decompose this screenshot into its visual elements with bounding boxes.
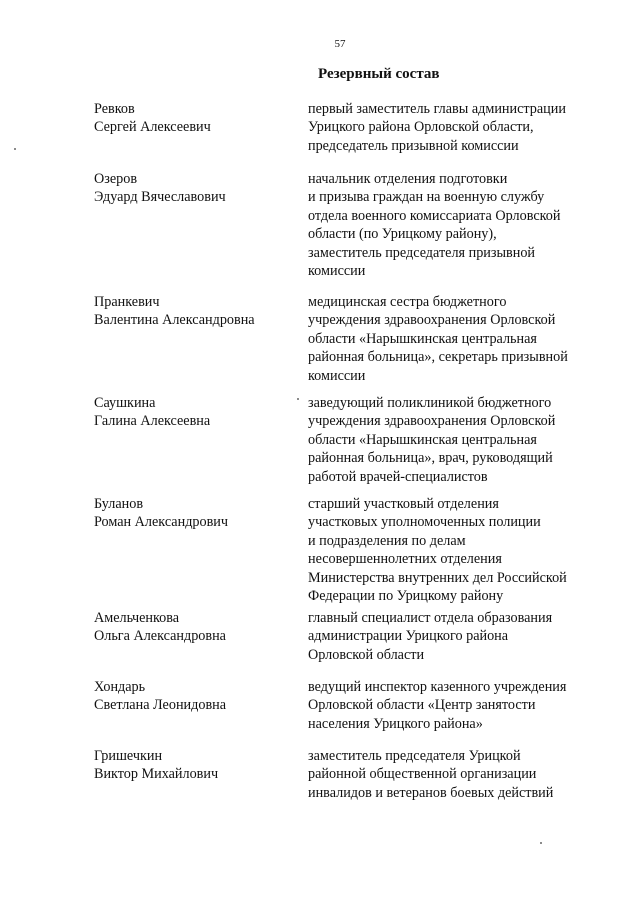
member-name-line: Галина Алексеевна — [94, 413, 211, 430]
member-role-line: старший участковый отделения — [308, 496, 499, 512]
member-role-line: области «Нарышкинская центральная — [308, 330, 537, 347]
member-name — [94, 170, 308, 280]
scan-speck — [297, 398, 299, 400]
member-name-line: Пранкевич — [94, 294, 160, 310]
member-entry — [94, 747, 594, 802]
member-role-line: и подразделения по делам — [308, 532, 466, 549]
member-name-line: Озеров — [94, 171, 138, 187]
member-name — [94, 609, 308, 664]
member-role-line: участковых уполномоченных полиции — [308, 514, 541, 531]
section-heading: Резервный состав — [318, 66, 440, 82]
member-role-line: несовершеннолетних отделения — [308, 551, 502, 568]
member-role-line: Федерации по Урицкому району — [308, 588, 504, 605]
member-role-line: начальник отделения подготовки — [308, 171, 508, 187]
member-entry — [94, 678, 594, 733]
member-role-line: заместитель председателя Урицкой — [308, 748, 521, 764]
member-name — [94, 394, 308, 486]
member-role-line: комиссии — [308, 263, 366, 280]
member-role-line: первый заместитель главы администрации — [308, 101, 566, 117]
member-role-line: Министерства внутренних дел Российской — [308, 569, 567, 586]
member-name-line: Светлана Леонидовна — [94, 697, 227, 714]
member-name — [94, 100, 308, 155]
member-role-line: работой врачей-специалистов — [308, 468, 488, 485]
member-role — [308, 609, 594, 664]
member-entry — [94, 293, 594, 385]
member-name-line: Ольга Александровна — [94, 628, 226, 645]
member-role-line: области «Нарышкинская центральная — [308, 431, 537, 448]
member-role — [308, 293, 594, 385]
member-role-line: отдела военного комиссариата Орловской — [308, 207, 561, 224]
member-role-line: заведующий поликлиникой бюджетного — [308, 395, 552, 411]
member-name-line: Эдуард Вячеславович — [94, 189, 226, 206]
member-entry — [94, 609, 594, 664]
member-role-line: Урицкого района Орловской области, — [308, 119, 534, 136]
member-role-line: учреждения здравоохранения Орловской — [308, 413, 556, 430]
member-name-line: Роман Александрович — [94, 514, 229, 531]
member-name-line: Буланов — [94, 496, 144, 512]
member-entry — [94, 170, 594, 280]
member-role-line: и призыва граждан на военную службу — [308, 189, 545, 206]
member-name-line: Гришечкин — [94, 748, 163, 764]
member-role — [308, 495, 594, 605]
scan-speck — [14, 148, 16, 150]
member-name — [94, 293, 308, 385]
scan-speck — [540, 842, 542, 844]
member-role-line: Орловской области «Центр занятости — [308, 697, 536, 714]
member-role-line: председатель призывной комиссии — [308, 137, 519, 154]
member-role-line: медицинская сестра бюджетного — [308, 294, 507, 310]
member-role-line: Орловской области — [308, 646, 425, 663]
member-entry — [94, 394, 594, 486]
member-name-line: Хондарь — [94, 679, 146, 695]
member-role-line: области (по Урицкому району), — [308, 226, 497, 243]
member-entry — [94, 100, 594, 155]
member-name — [94, 678, 308, 733]
member-role-line: населения Урицкого района» — [308, 715, 483, 732]
member-role — [308, 100, 594, 155]
member-role-line: районная больница», секретарь призывной — [308, 349, 568, 366]
member-role-line: заместитель председателя призывной — [308, 244, 535, 261]
member-entry — [94, 495, 594, 605]
member-role-line: учреждения здравоохранения Орловской — [308, 312, 556, 329]
member-role-line: инвалидов и ветеранов боевых действий — [308, 784, 554, 801]
member-role — [308, 747, 594, 802]
member-role-line: администрации Урицкого района — [308, 628, 509, 645]
member-name — [94, 747, 308, 802]
member-role-line: районная больница», врач, руководящий — [308, 450, 553, 467]
member-name-line: Саушкина — [94, 395, 156, 411]
member-name-line: Ревков — [94, 101, 135, 117]
member-role-line: главный специалист отдела образования — [308, 610, 553, 626]
member-name-line: Сергей Алексеевич — [94, 119, 211, 136]
member-role-line: комиссии — [308, 367, 366, 384]
member-role — [308, 678, 594, 733]
member-name-line: Амельченкова — [94, 610, 180, 626]
member-role-line: ведущий инспектор казенного учреждения — [308, 679, 567, 695]
member-role — [308, 170, 594, 280]
member-name-line: Виктор Михайлович — [94, 766, 219, 783]
page-number: 57 — [334, 38, 346, 50]
member-name-line: Валентина Александровна — [94, 312, 255, 329]
member-name — [94, 495, 308, 605]
member-role — [308, 394, 594, 486]
member-role-line: районной общественной организации — [308, 766, 537, 783]
